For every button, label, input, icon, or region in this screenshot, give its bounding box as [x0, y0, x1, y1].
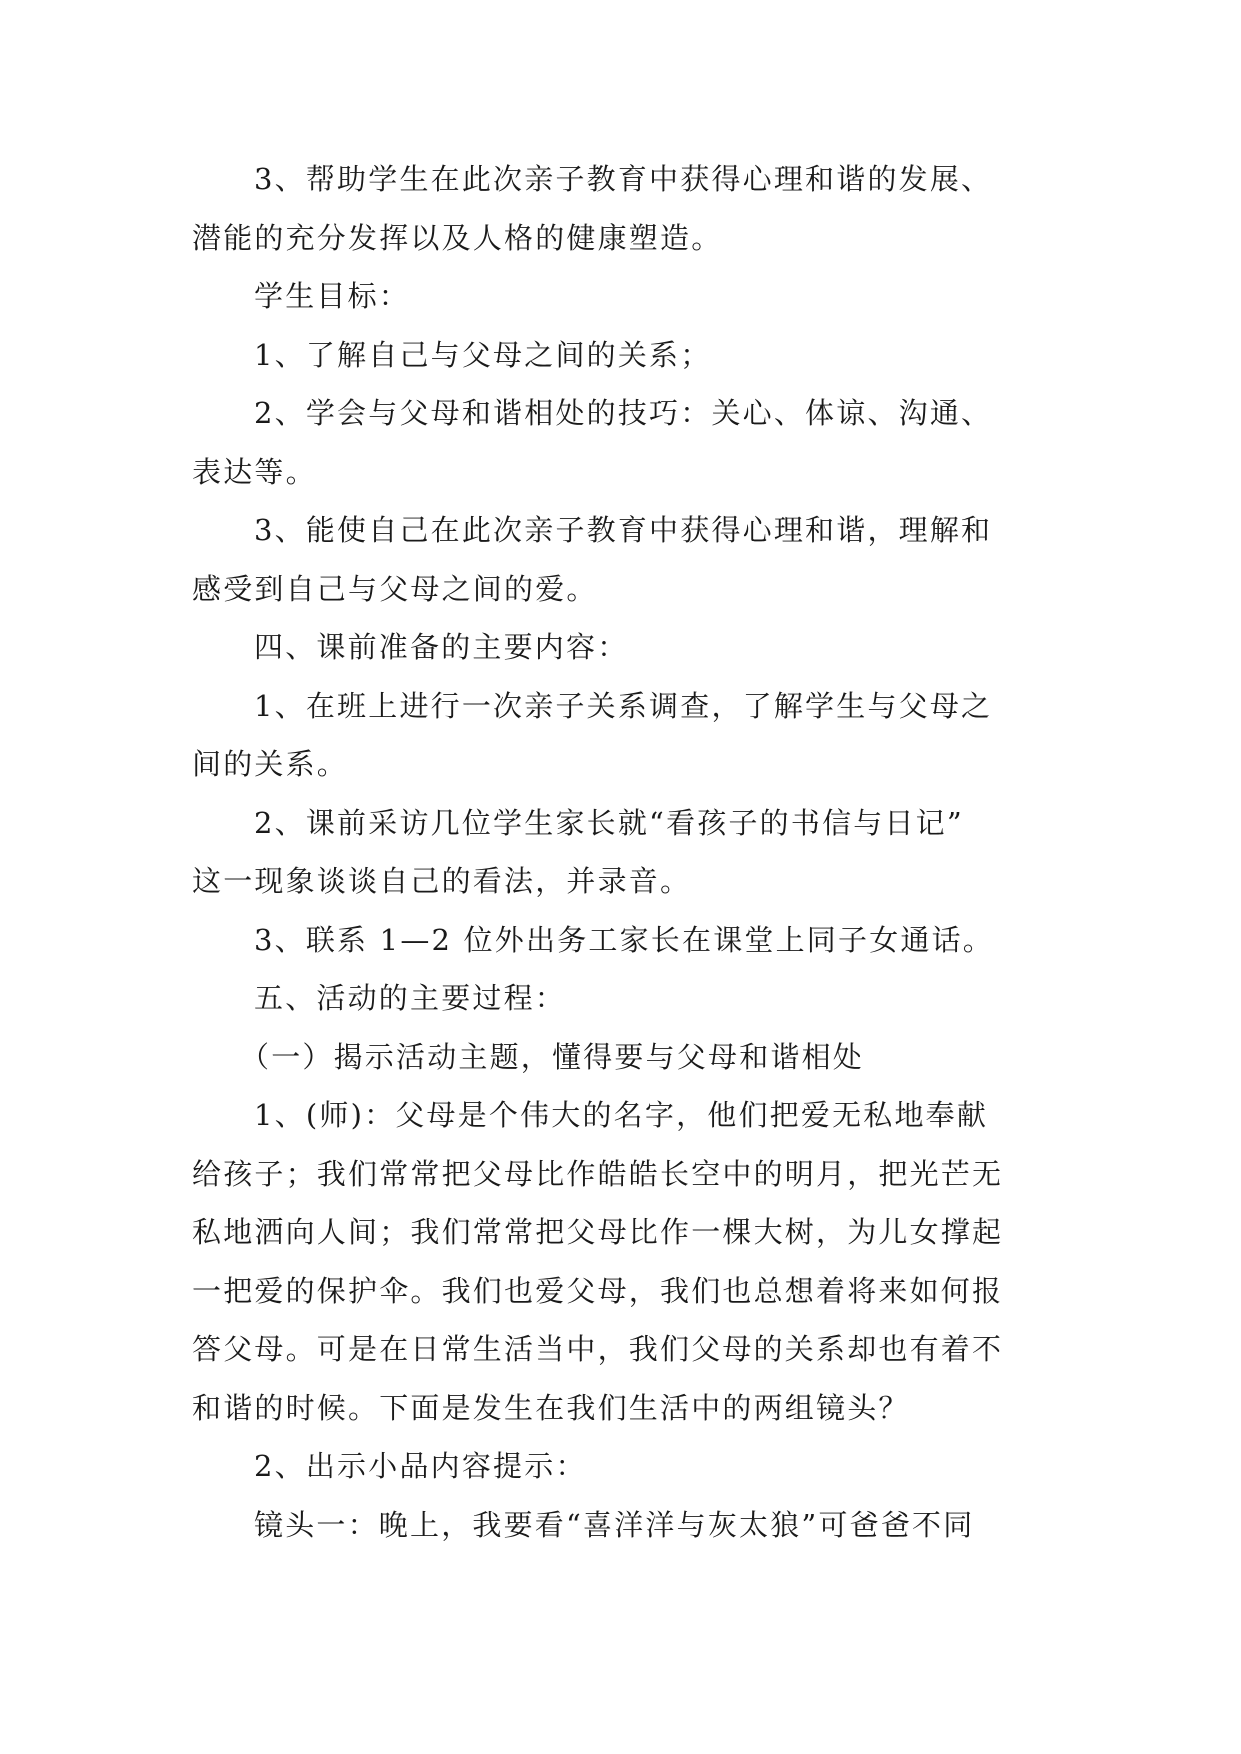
- paragraph-student-goal-2: 2、学会与父母和谐相处的技巧：关心、体谅、沟通、 表达等。: [192, 396, 993, 489]
- heading-activity-process: 五、活动的主要过程：: [254, 981, 567, 1015]
- paragraph-student-goal-1: 1、了解自己与父母之间的关系；: [254, 337, 712, 372]
- paragraph-skit-hint: 2、出示小品内容提示：: [254, 1449, 587, 1483]
- heading-preparation: 四、课前准备的主要内容：: [254, 630, 629, 664]
- paragraph-goal-3: 3、帮助学生在此次亲子教育中获得心理和谐的发展、 潜能的充分发挥以及人格的健康塑造。: [192, 162, 993, 255]
- heading-section-one: （一）揭示活动主题，懂得要与父母和谐相处: [240, 1039, 865, 1074]
- heading-student-goals: 学生目标：: [254, 279, 411, 313]
- document-body: [192, 150, 1062, 1554]
- paragraph-preparation-1: 1、在班上进行一次亲子关系调查，了解学生与父母之 间的关系。: [192, 688, 993, 781]
- paragraph-scene-one: 镜头一：晚上，我要看“喜洋洋与灰太狼”可爸爸不同: [254, 1507, 975, 1542]
- paragraph-preparation-3: 3、联系 1—2 位外出务工家长在课堂上同子女通话。: [254, 922, 994, 957]
- paragraph-student-goal-3: 3、能使自己在此次亲子教育中获得心理和谐，理解和 感受到自己与父母之间的爱。: [192, 513, 993, 606]
- paragraph-preparation-2: 2、课前采访几位学生家长就“看孩子的书信与日记” 这一现象谈谈自己的看法，并录音。: [192, 805, 964, 898]
- paragraph-teacher-intro: 1、(师)：父母是个伟大的名字，他们把爱无私地奉献 给孩子；我们常常把父母比作皓皓长空中的明月，把光芒无 私地洒向人间；我们常常把父母比作一棵大树，为儿女撑起 一把爱的保护伞。我们也爱父母，我们也总想着将来如何报 答父母。可是在日常生活当中，我们父母的关系却也有着不 和谐的时候。下面是发生在我们生活中的两组镜头？: [192, 1098, 1004, 1425]
